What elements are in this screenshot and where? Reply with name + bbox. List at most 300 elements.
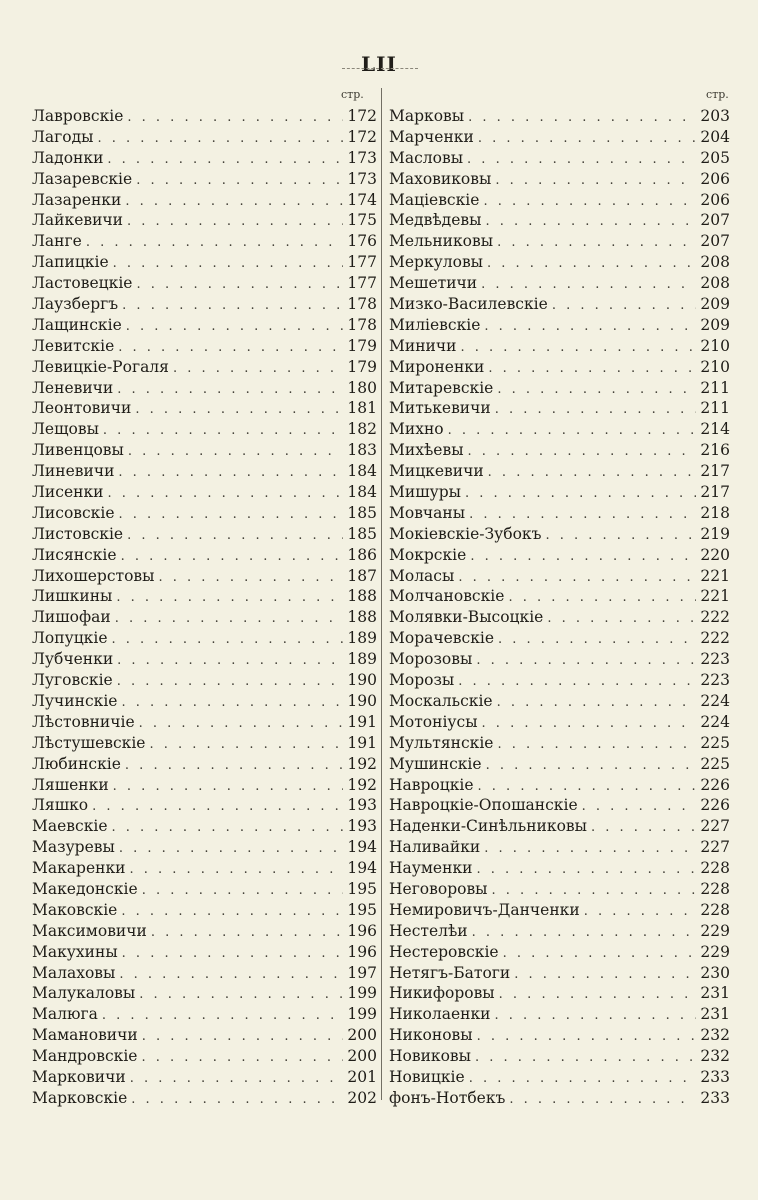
entry-page: 193 xyxy=(347,796,377,815)
index-entry xyxy=(32,106,377,127)
entry-page: 210 xyxy=(700,336,730,355)
index-entry xyxy=(32,858,377,879)
dot-leader xyxy=(122,296,343,317)
index-entry xyxy=(389,795,730,816)
index-entry xyxy=(32,190,377,211)
dot-leader xyxy=(142,881,343,902)
entry-page: 227 xyxy=(700,817,730,836)
index-entry xyxy=(389,273,730,294)
entry-name: Медвѣдевы xyxy=(389,211,482,230)
entry-page: 229 xyxy=(700,942,730,961)
index-entry xyxy=(32,357,377,378)
entry-page: 211 xyxy=(700,399,730,418)
dot-leader xyxy=(119,839,343,860)
entry-page: 188 xyxy=(347,608,377,627)
entry-name: Лишофаи xyxy=(32,608,111,627)
entry-name: Лѣстовничіе xyxy=(32,712,135,731)
entry-name: Мазуревы xyxy=(32,838,115,857)
entry-page: 225 xyxy=(700,754,730,773)
entry-name: Марковскіе xyxy=(32,1088,128,1107)
entry-name: Морозовы xyxy=(389,650,473,669)
dot-leader xyxy=(92,797,343,818)
entry-name: Мультянскіе xyxy=(389,733,494,752)
entry-name: Морачевскіе xyxy=(389,629,495,648)
entry-name: Лазаренки xyxy=(32,190,122,209)
index-entry xyxy=(389,190,730,211)
index-entry xyxy=(389,440,730,461)
entry-page: 202 xyxy=(347,1088,377,1107)
entry-name: Мироненки xyxy=(389,357,485,376)
entry-page: 228 xyxy=(700,900,730,919)
entry-page: 233 xyxy=(700,1088,730,1107)
entry-name: Нестелѣи xyxy=(389,921,468,940)
entry-name: Мешетичи xyxy=(389,274,478,293)
dot-leader xyxy=(478,777,696,798)
entry-name: фонъ-Нотбекъ xyxy=(389,1088,506,1107)
dot-leader xyxy=(173,359,343,380)
entry-name: Македонскіе xyxy=(32,879,138,898)
dot-leader xyxy=(476,651,696,672)
entry-page: 176 xyxy=(347,232,377,251)
entry-page: 183 xyxy=(347,441,377,460)
entry-name: Марковичи xyxy=(32,1067,126,1086)
entry-page: 211 xyxy=(700,378,730,397)
entry-name: Наливайки xyxy=(389,838,481,857)
column-divider xyxy=(381,88,382,1100)
index-entry xyxy=(32,336,377,357)
entry-page: 223 xyxy=(700,671,730,690)
dot-leader xyxy=(102,1006,343,1027)
entry-name: Луговскіе xyxy=(32,671,113,690)
entry-page: 177 xyxy=(347,253,377,272)
index-entry xyxy=(389,670,730,691)
entry-name: Маціевскіе xyxy=(389,190,480,209)
entry-name: Мокіевскіе-Зубокъ xyxy=(389,524,542,543)
entry-page: 190 xyxy=(347,671,377,690)
entry-page: 173 xyxy=(347,169,377,188)
dot-leader xyxy=(117,651,343,672)
index-entry xyxy=(32,879,377,900)
index-entry xyxy=(389,419,730,440)
entry-page: 185 xyxy=(347,503,377,522)
entry-name: Новицкіе xyxy=(389,1067,465,1086)
index-entry xyxy=(389,566,730,587)
entry-page: 185 xyxy=(347,524,377,543)
dot-leader xyxy=(126,317,343,338)
dot-leader xyxy=(468,108,696,129)
dot-leader xyxy=(477,1027,696,1048)
entry-page: 229 xyxy=(700,921,730,940)
dot-leader xyxy=(497,693,696,714)
index-entry xyxy=(32,712,377,733)
index-entry xyxy=(389,106,730,127)
dot-leader xyxy=(497,233,696,254)
entry-page: 233 xyxy=(700,1067,730,1086)
entry-page: 221 xyxy=(700,566,730,585)
index-entry xyxy=(389,900,730,921)
index-entry xyxy=(32,1088,377,1109)
dot-leader xyxy=(488,359,696,380)
entry-page: 227 xyxy=(700,838,730,857)
entry-name: Маковскіе xyxy=(32,900,118,919)
dot-leader xyxy=(495,400,696,421)
dot-leader xyxy=(503,944,696,965)
index-entry xyxy=(32,461,377,482)
entry-page: 182 xyxy=(347,420,377,439)
entry-name: Макаренки xyxy=(32,859,126,878)
entry-name: Мизко-Василевскіе xyxy=(389,295,548,314)
index-entry xyxy=(32,231,377,252)
entry-page: 191 xyxy=(347,712,377,731)
entry-name: Лисенки xyxy=(32,483,104,502)
entry-page: 228 xyxy=(700,879,730,898)
dot-leader xyxy=(119,505,343,526)
entry-name: Мушинскіе xyxy=(389,754,482,773)
entry-name: Мокрскіе xyxy=(389,545,467,564)
entry-page: 194 xyxy=(347,859,377,878)
dot-leader xyxy=(125,192,343,213)
dot-leader xyxy=(458,568,696,589)
entry-name: Мельниковы xyxy=(389,232,494,251)
entry-page: 222 xyxy=(700,608,730,627)
entry-name: Миничи xyxy=(389,336,457,355)
dot-leader xyxy=(115,609,343,630)
index-entry xyxy=(389,858,730,879)
dot-leader xyxy=(495,171,696,192)
index-entry xyxy=(32,1046,377,1067)
entry-name: Левицкіе-Рогаля xyxy=(32,357,169,376)
entry-page: 189 xyxy=(347,650,377,669)
entry-name: Мовчаны xyxy=(389,503,466,522)
entry-page: 201 xyxy=(347,1067,377,1086)
entry-page: 228 xyxy=(700,859,730,878)
dot-leader xyxy=(127,108,343,129)
index-entry xyxy=(389,357,730,378)
entry-page: 220 xyxy=(700,545,730,564)
entry-page: 204 xyxy=(700,127,730,146)
entry-name: Ливенцовы xyxy=(32,441,124,460)
index-entry xyxy=(32,419,377,440)
entry-name: Левитскіе xyxy=(32,336,115,355)
dot-leader xyxy=(107,150,343,171)
dot-leader xyxy=(112,630,343,651)
entry-name: Николаенки xyxy=(389,1005,491,1024)
index-entry xyxy=(32,942,377,963)
dot-leader xyxy=(121,693,343,714)
index-entry xyxy=(32,566,377,587)
entry-page: 175 xyxy=(347,211,377,230)
dot-leader xyxy=(113,254,343,275)
index-entry xyxy=(32,921,377,942)
page-number: LII xyxy=(361,52,397,76)
dot-leader xyxy=(131,1090,343,1111)
entry-page: 177 xyxy=(347,274,377,293)
entry-name: Молчановскіе xyxy=(389,587,505,606)
entry-page: 206 xyxy=(700,169,730,188)
entry-page: 232 xyxy=(700,1047,730,1066)
entry-name: Митькевичи xyxy=(389,399,491,418)
entry-page: 193 xyxy=(347,817,377,836)
entry-page: 214 xyxy=(700,420,730,439)
entry-name: Навроцкіе xyxy=(389,775,474,794)
dot-leader xyxy=(127,526,343,547)
index-entry xyxy=(389,837,730,858)
entry-page: 225 xyxy=(700,733,730,752)
dot-leader xyxy=(482,714,696,735)
entry-name: Мандровскіе xyxy=(32,1047,138,1066)
entry-page: 223 xyxy=(700,650,730,669)
dot-leader xyxy=(448,421,696,442)
dot-leader xyxy=(487,254,696,275)
entry-page: 208 xyxy=(700,253,730,272)
index-entry xyxy=(389,231,730,252)
dot-leader xyxy=(113,777,343,798)
index-entry xyxy=(32,273,377,294)
index-entry xyxy=(389,1025,730,1046)
entry-page: 195 xyxy=(347,879,377,898)
dot-leader xyxy=(469,1069,696,1090)
dot-leader xyxy=(472,923,696,944)
entry-name: Новиковы xyxy=(389,1047,471,1066)
entry-name: Малюга xyxy=(32,1005,98,1024)
entry-name: Лопуцкіе xyxy=(32,629,108,648)
dot-leader xyxy=(127,212,343,233)
dot-leader xyxy=(141,1048,343,1069)
entry-name: Марковы xyxy=(389,107,465,125)
entry-name: Марченки xyxy=(389,127,474,146)
index-entry xyxy=(32,586,377,607)
entry-page: 217 xyxy=(700,462,730,481)
dot-leader xyxy=(494,1006,696,1027)
dot-leader xyxy=(470,547,696,568)
dot-leader xyxy=(481,275,696,296)
dot-leader xyxy=(545,526,696,547)
entry-name: Маховиковы xyxy=(389,169,492,188)
dot-leader xyxy=(117,672,343,693)
dot-leader xyxy=(468,442,696,463)
dot-leader xyxy=(139,714,343,735)
index-entry xyxy=(389,628,730,649)
index-entry xyxy=(32,127,377,148)
entry-page: 222 xyxy=(700,629,730,648)
entry-name: Макухины xyxy=(32,942,118,961)
dot-leader xyxy=(508,588,696,609)
index-entry xyxy=(389,336,730,357)
entry-page: 196 xyxy=(347,942,377,961)
dot-leader xyxy=(116,588,343,609)
entry-page: 209 xyxy=(700,315,730,334)
index-entry xyxy=(32,1004,377,1025)
entry-name: Лещовы xyxy=(32,420,99,439)
dot-leader xyxy=(118,338,343,359)
entry-page: 186 xyxy=(347,545,377,564)
entry-name: Лагоды xyxy=(32,127,94,146)
dot-leader xyxy=(514,965,696,986)
index-entry xyxy=(389,607,730,628)
entry-page: 195 xyxy=(347,900,377,919)
index-entry xyxy=(32,795,377,816)
index-entry xyxy=(32,816,377,837)
index-entry xyxy=(32,315,377,336)
entry-name: Малаховы xyxy=(32,963,116,982)
entry-page: 189 xyxy=(347,629,377,648)
index-column-left xyxy=(32,106,377,1109)
entry-page: 208 xyxy=(700,274,730,293)
dot-leader xyxy=(467,150,696,171)
dot-leader xyxy=(135,400,343,421)
entry-name: Леневичи xyxy=(32,378,114,397)
index-entry xyxy=(389,315,730,336)
entry-name: Мицкевичи xyxy=(389,462,484,481)
dot-leader xyxy=(484,317,696,338)
entry-name: Никифоровы xyxy=(389,984,495,1003)
entry-page: 224 xyxy=(700,712,730,731)
dot-leader xyxy=(483,192,696,213)
header-rule xyxy=(342,68,418,69)
index-entry xyxy=(389,127,730,148)
dot-leader xyxy=(128,442,343,463)
index-entry xyxy=(32,482,377,503)
entry-page: 178 xyxy=(347,295,377,314)
dot-leader xyxy=(497,380,696,401)
dot-leader xyxy=(509,1090,696,1111)
entry-name: Лучинскіе xyxy=(32,691,118,710)
entry-page: 178 xyxy=(347,315,377,334)
dot-leader xyxy=(488,463,696,484)
entry-page: 172 xyxy=(347,127,377,146)
entry-page: 206 xyxy=(700,190,730,209)
entry-page: 180 xyxy=(347,378,377,397)
entry-name: Навроцкіе-Опошанскіе xyxy=(389,796,578,815)
index-entry xyxy=(389,378,730,399)
dot-leader xyxy=(86,233,343,254)
index-entry xyxy=(32,294,377,315)
entry-name: Москальскіе xyxy=(389,691,493,710)
entry-name: Ладонки xyxy=(32,148,104,167)
index-entry xyxy=(389,294,730,315)
index-entry xyxy=(389,733,730,754)
index-entry xyxy=(32,670,377,691)
entry-page: 231 xyxy=(700,1005,730,1024)
dot-leader xyxy=(107,484,343,505)
index-entry xyxy=(32,378,377,399)
index-entry xyxy=(389,586,730,607)
entry-page: 231 xyxy=(700,984,730,1003)
index-entry xyxy=(389,712,730,733)
entry-page: 200 xyxy=(347,1047,377,1066)
index-entry xyxy=(389,879,730,900)
index-entry xyxy=(389,1004,730,1025)
entry-name: Ляшко xyxy=(32,796,89,815)
entry-page: 181 xyxy=(347,399,377,418)
dot-leader xyxy=(118,463,343,484)
dot-leader xyxy=(136,275,343,296)
entry-page: 207 xyxy=(700,232,730,251)
dot-leader xyxy=(136,171,343,192)
entry-name: Науменки xyxy=(389,859,473,878)
dot-leader xyxy=(492,881,696,902)
index-entry xyxy=(32,148,377,169)
index-entry xyxy=(32,169,377,190)
entry-name: Лѣстушевскіе xyxy=(32,733,146,752)
index-entry xyxy=(389,649,730,670)
dot-leader xyxy=(142,1027,343,1048)
entry-page: 232 xyxy=(700,1026,730,1045)
entry-name: Немировичъ-Данченки xyxy=(389,900,580,919)
index-entry xyxy=(32,210,377,231)
entry-name: Лазаревскіе xyxy=(32,169,133,188)
entry-name: Лубченки xyxy=(32,650,114,669)
dot-leader xyxy=(582,797,696,818)
entry-page: 216 xyxy=(700,441,730,460)
dot-leader xyxy=(129,860,343,881)
entry-page: 194 xyxy=(347,838,377,857)
dot-leader xyxy=(485,212,696,233)
entry-page: 179 xyxy=(347,357,377,376)
entry-page: 205 xyxy=(700,148,730,167)
index-entry xyxy=(389,148,730,169)
index-entry xyxy=(389,921,730,942)
dot-leader xyxy=(151,923,343,944)
index-entry xyxy=(32,691,377,712)
index-entry xyxy=(32,900,377,921)
entry-name: Лишкины xyxy=(32,587,113,606)
dot-leader xyxy=(125,756,343,777)
entry-name: Лапицкіе xyxy=(32,253,109,272)
dot-leader xyxy=(159,568,344,589)
dot-leader xyxy=(458,672,696,693)
entry-page: 219 xyxy=(700,524,730,543)
entry-name: Никоновы xyxy=(389,1026,473,1045)
index-entry xyxy=(32,440,377,461)
index-entry xyxy=(32,628,377,649)
dot-leader xyxy=(119,965,343,986)
entry-page: 207 xyxy=(700,211,730,230)
entry-page: 190 xyxy=(347,691,377,710)
entry-name: Лащинскіе xyxy=(32,315,122,334)
entry-page: 187 xyxy=(347,566,377,585)
entry-page: 226 xyxy=(700,775,730,794)
dot-leader xyxy=(122,944,343,965)
entry-page: 199 xyxy=(347,984,377,1003)
entry-name: Моласы xyxy=(389,566,455,585)
entry-name: Наденки-Синѣльниковы xyxy=(389,817,587,836)
dot-leader xyxy=(98,129,343,150)
entry-name: Лисовскіе xyxy=(32,503,115,522)
dot-leader xyxy=(469,505,696,526)
dot-leader xyxy=(121,547,343,568)
entry-name: Ляшенки xyxy=(32,775,109,794)
column-label-left: стр. xyxy=(341,88,364,101)
index-entry xyxy=(32,1067,377,1088)
entry-page: 209 xyxy=(700,295,730,314)
index-entry xyxy=(32,963,377,984)
index-entry xyxy=(32,545,377,566)
index-entry xyxy=(32,524,377,545)
entry-name: Лавровскіе xyxy=(32,107,124,125)
entry-name: Линевичи xyxy=(32,462,115,481)
entry-name: Мишуры xyxy=(389,483,461,502)
dot-leader xyxy=(497,735,696,756)
dot-leader xyxy=(484,839,696,860)
entry-name: Михѣевы xyxy=(389,441,464,460)
index-entry xyxy=(389,691,730,712)
index-entry xyxy=(389,545,730,566)
entry-name: Неговоровы xyxy=(389,879,488,898)
entry-name: Михно xyxy=(389,420,444,439)
entry-name: Лаузбергъ xyxy=(32,295,119,314)
entry-name: Лисянскіе xyxy=(32,545,117,564)
